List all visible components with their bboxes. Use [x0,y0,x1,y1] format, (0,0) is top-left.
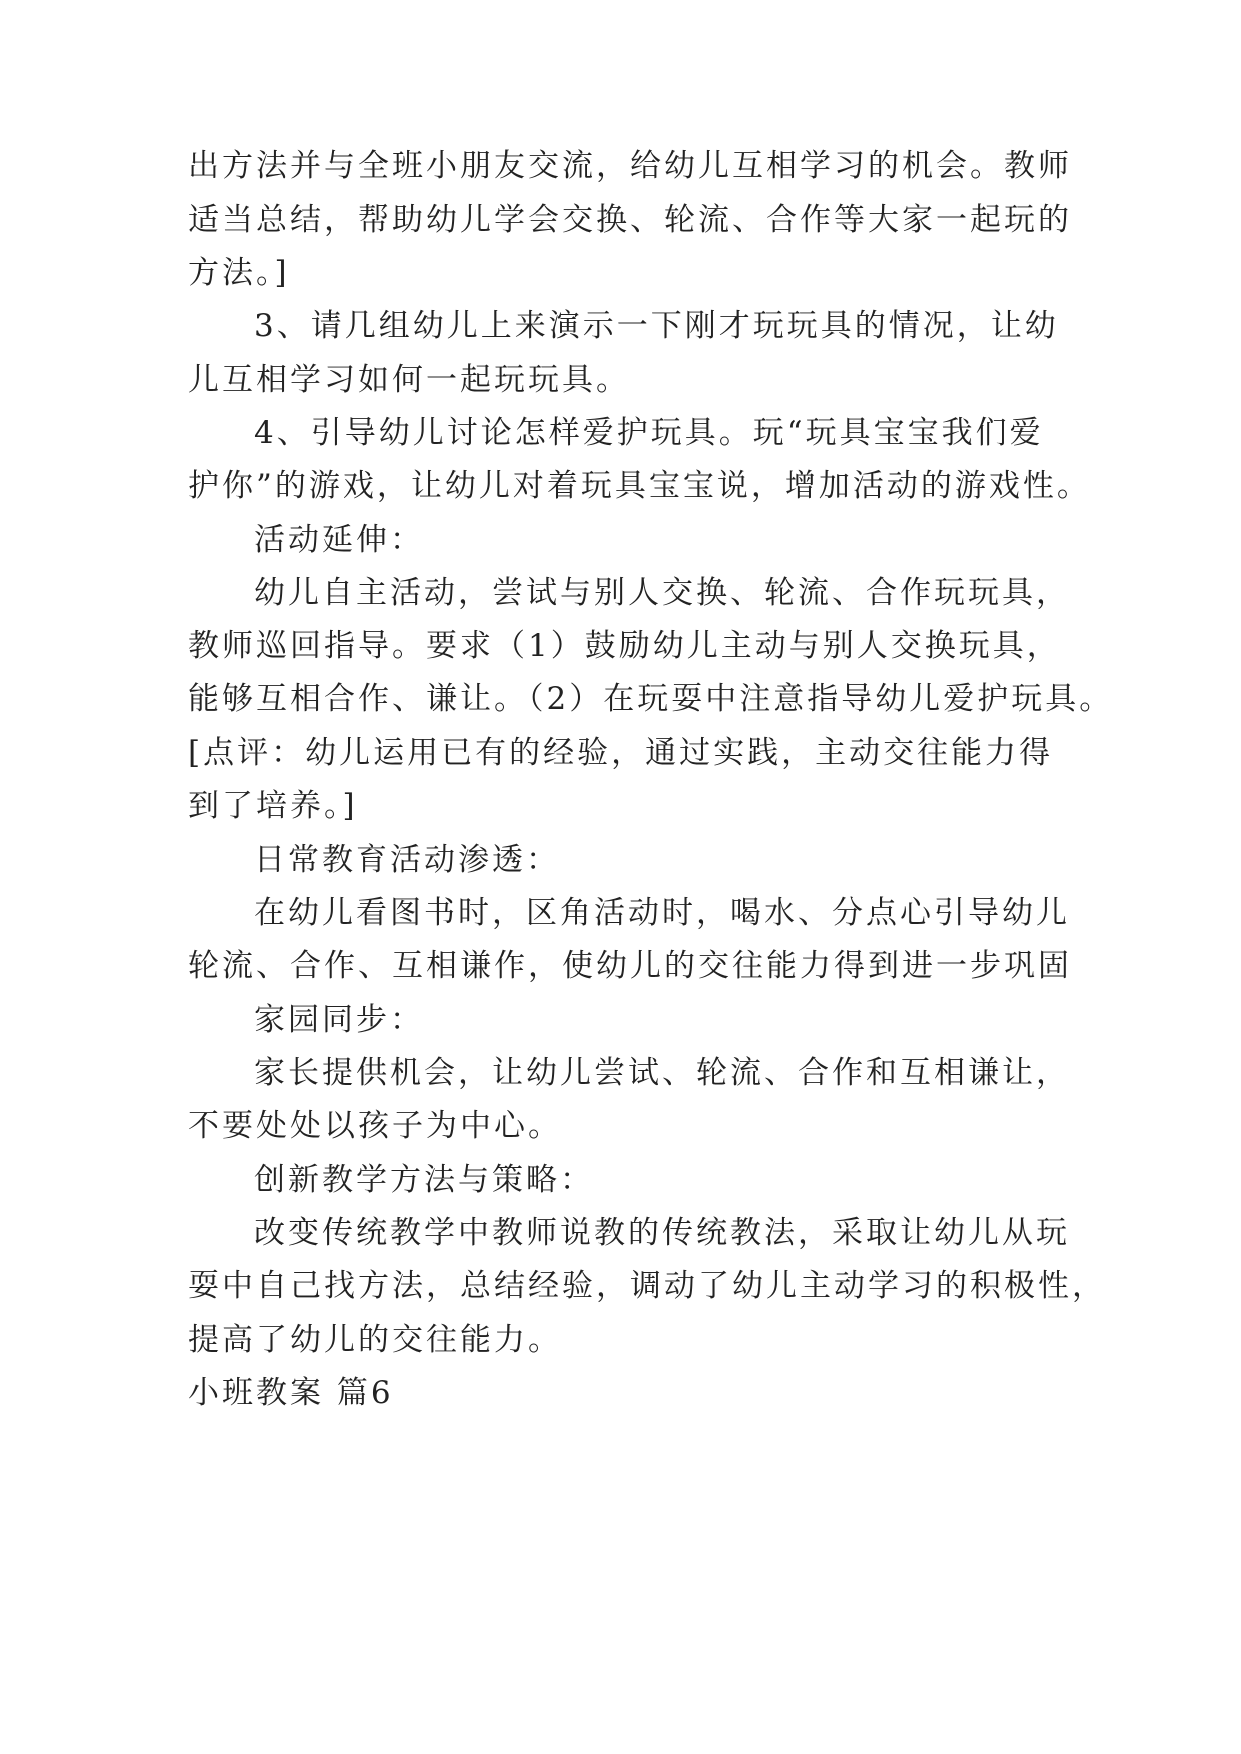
lesson-plan-title: 小班教案 篇6 [188,1375,394,1411]
text-line-12: [点评：幼儿运用已有的经验，通过实践，主动交往能力得 [188,735,1054,771]
text-line-4: 3、请几组幼儿上来演示一下刚才玩玩具的情况，让幼 [254,308,1059,344]
text-line-9: 幼儿自主活动，尝试与别人交换、轮流、合作玩玩具， [254,575,1070,611]
text-line-18: 家长提供机会，让幼儿尝试、轮流、合作和互相谦让， [254,1055,1070,1091]
text-line-23: 提高了幼儿的交往能力。 [188,1322,562,1358]
text-line-1: 出方法并与全班小朋友交流，给幼儿互相学习的机会。教师 [188,148,1072,184]
section-heading-innovative-methods: 创新教学方法与策略： [254,1162,594,1198]
text-line-19: 不要处处以孩子为中心。 [188,1108,562,1144]
text-line-11: 能够互相合作、谦让。（2）在玩耍中注意指导幼儿爱护玩具。 [188,681,1114,717]
text-line-3: 方法。] [188,255,290,291]
section-heading-daily-education: 日常教育活动渗透： [254,842,560,878]
text-line-5: 儿互相学习如何一起玩玩具。 [188,362,630,398]
section-heading-activity-extension: 活动延伸： [254,522,424,558]
text-line-21: 改变传统教学中教师说教的传统教法，采取让幼儿从玩 [254,1215,1070,1251]
text-line-10: 教师巡回指导。要求（1）鼓励幼儿主动与别人交换玩具， [188,628,1061,664]
text-line-22: 耍中自己找方法，总结经验，调动了幼儿主动学习的积极性， [188,1268,1106,1304]
text-line-15: 在幼儿看图书时，区角活动时，喝水、分点心引导幼儿 [254,895,1070,931]
text-line-2: 适当总结，帮助幼儿学会交换、轮流、合作等大家一起玩的 [188,202,1072,238]
text-line-13: 到了培养。] [188,788,358,824]
text-line-7: 护你”的游戏，让幼儿对着玩具宝宝说，增加活动的游戏性。 [188,468,1091,504]
section-heading-home-sync: 家园同步： [254,1002,424,1038]
text-line-6: 4、引导幼儿讨论怎样爱护玩具。玩“玩具宝宝我们爱 [254,415,1044,451]
text-line-16: 轮流、合作、互相谦作，使幼儿的交往能力得到进一步巩固 [188,948,1072,984]
